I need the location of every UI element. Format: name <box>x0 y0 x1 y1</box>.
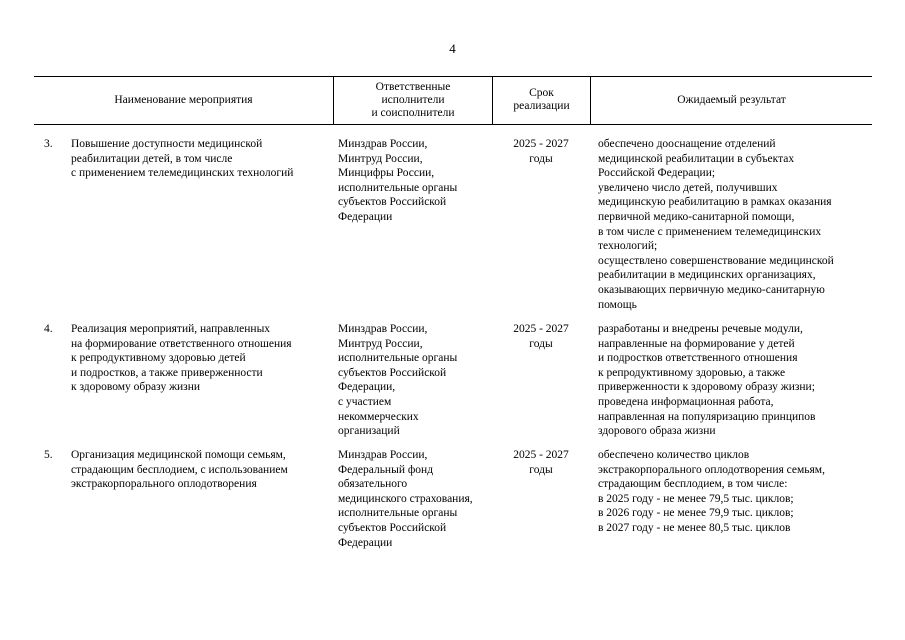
column-header-executors: Ответственные исполнители и соисполнители <box>371 80 455 119</box>
row-expected-result: обеспечено количество циклов экстракорпорального оплодотворения семьям, страдающим бесплодием, в том числе: в 2025 году - не менее 79,5 тыс. циклов; в 2026 году - не менее 79,9 тыс. циклов; в 2027 году - не менее 80,5 тыс. циклов <box>598 449 825 534</box>
row-executors: Минздрав России, Минтруд России, исполнительные органы субъектов Российской Федерации, с участием некоммерческих организаций <box>338 323 458 438</box>
row-activity-name: Повышение доступности медицинской реабилитации детей, в том числе с применением телемедицинских технологий <box>71 138 294 180</box>
row-executors: Минздрав России, Федеральный фонд обязательного медицинского страхования, исполнительные органы субъектов Российской Федерации <box>338 449 473 549</box>
column-header-term: Срок реализации <box>513 87 570 112</box>
row-term: 2025 - 2027 годы <box>513 449 569 476</box>
header-bottom-rule <box>34 124 872 125</box>
column-header-result: Ожидаемый результат <box>677 93 786 106</box>
row-term: 2025 - 2027 годы <box>513 138 569 165</box>
row-term: 2025 - 2027 годы <box>513 323 569 350</box>
row-number: 3. <box>44 138 53 150</box>
row-number: 5. <box>44 449 53 461</box>
column-header-name: Наименование мероприятия <box>114 93 253 106</box>
row-number: 4. <box>44 323 53 335</box>
row-executors: Минздрав России, Минтруд России, Минцифры России, исполнительные органы субъектов Российской Федерации <box>338 138 458 223</box>
page-number: 4 <box>449 41 456 56</box>
row-activity-name: Реализация мероприятий, направленных на формирование ответственного отношения к репродуктивному здоровью детей и подростков, а также приверженности к здоровому образу жизни <box>71 323 292 394</box>
row-expected-result: разработаны и внедрены речевые модули, направленные на формирование у детей и подростков ответственного отношения к репродуктивному здоровью, а также приверженности к здоровому образу жизни; проведена информационная работа, направленная на популяризацию принципов здорового образа жизни <box>598 323 816 438</box>
row-expected-result: обеспечено дооснащение отделений медицинской реабилитации в субъектах Российской Федерации; увеличено число детей, получивших медицинскую реабилитацию в рамках оказания первичной медико-санитарной помощи, в том числе с применением телемедицинских технологий; осуществлено совершенствование медицинской реабилитации в медицинских организациях, оказывающих первичную медико-санитарную помощь <box>598 138 834 311</box>
row-activity-name: Организация медицинской помощи семьям, страдающим бесплодием, с использованием экстракорпорального оплодотворения <box>71 449 288 491</box>
